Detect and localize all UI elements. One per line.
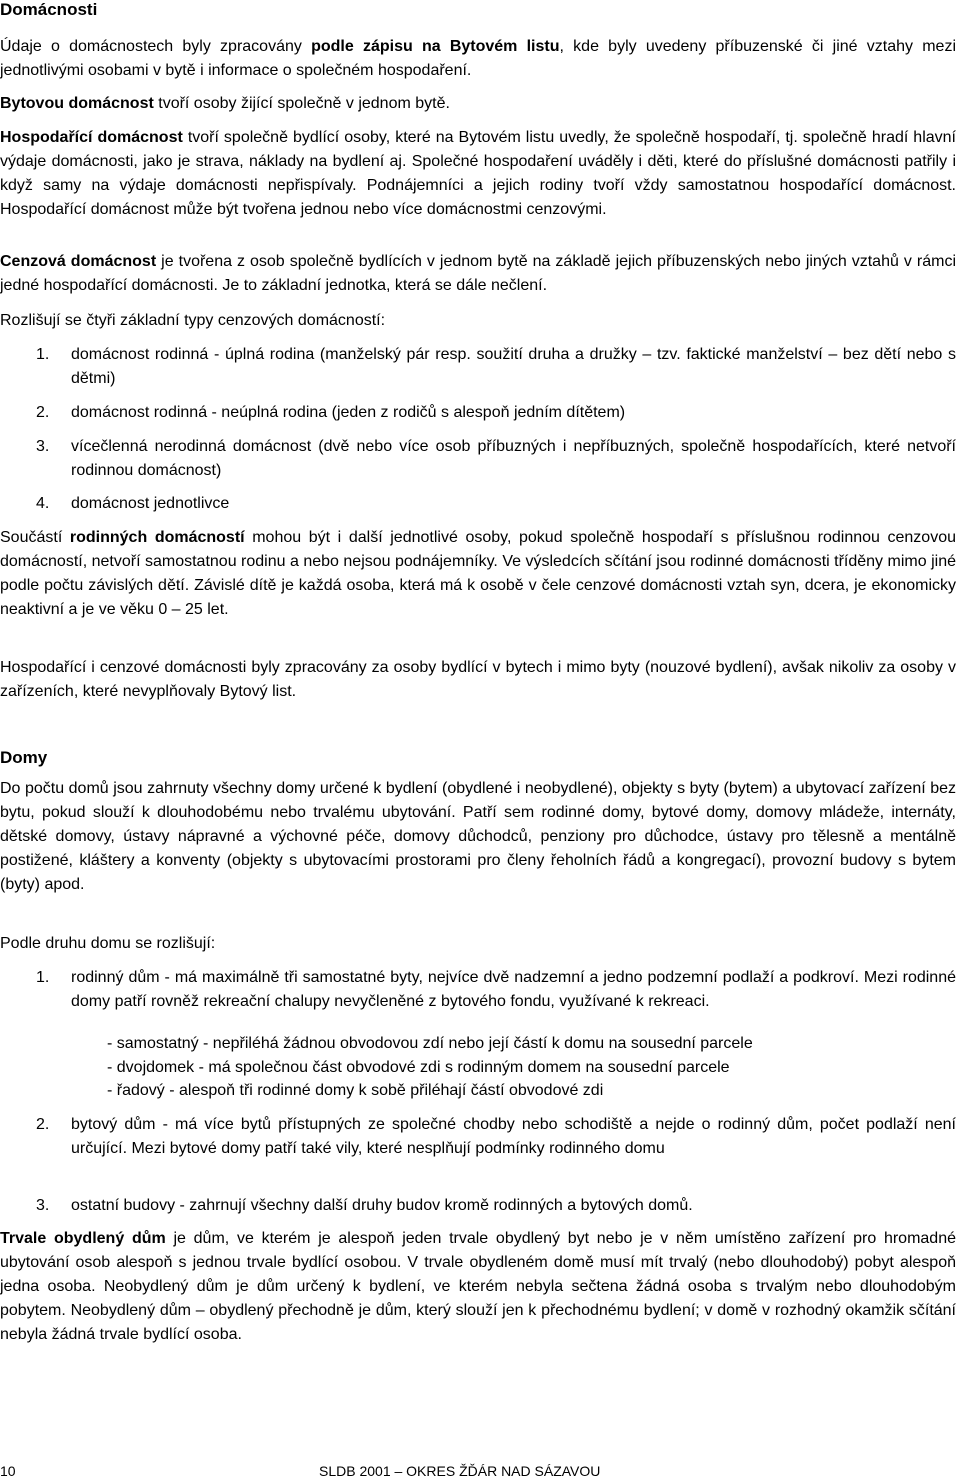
section-title-domacnosti: Domácnosti <box>0 0 98 19</box>
paragraph-text: mohou být i další jednotlivé osoby, pokud společně hospodaří s příslušnou rodinnou cenzovou domácností, netvoří samostatnou rodinu a nebo nejsou podnájemníky. Ve výsledcích sčítání jsou rodinné domácnosti tříděny mimo jiné podle počtu závislých dětí. Závislé dítě je každá osoba, která má k osobě v čele cenzové domácnosti vztah syn, dcera, je ekonomicky neaktivní a je ve věku 0 – 25 let. <box>0 529 957 618</box>
list-text: bytový dům - má více bytů přístupných ze společné chodby nebo schodiště a nejde o rodinný dům, počet podlaží není určující. Mezi bytové domy patří také vily, které nesplňují podmínky rodinného domu <box>71 1116 956 1157</box>
paragraph-cenzova-domacnost <box>0 250 956 298</box>
list-number: 2. <box>36 404 50 421</box>
list-number: 4. <box>36 495 50 512</box>
term-trvale-obydleny-dum: Trvale obydlený dům <box>0 1230 166 1247</box>
sublist-item: - řadový - alespoň tři rodinné domy k sobě přiléhají částí obvodové zdi <box>107 1082 604 1099</box>
list-number: 2. <box>36 1116 50 1133</box>
paragraph-druhy-domu: Podle druhu domu se rozlišují: <box>0 935 216 952</box>
paragraph-bold-text: podle zápisu na Bytovém listu <box>311 38 560 55</box>
paragraph-text: Součástí <box>0 529 70 546</box>
paragraph-text: , kde byly uvedeny příbuzenské či jiné vztahy mezi jednotlivými osobami v bytě i informace o společném hospodaření. <box>0 38 957 79</box>
paragraph-bytova-domacnost <box>0 92 956 116</box>
list-number: 3. <box>36 438 50 455</box>
paragraph-text: je tvořena z osob společně bydlících v jednom bytě na základě jejich příbuzenských nebo jiných vztahů v rámci jedné hospodařící domácnosti. Je to základní jednotka, která se dále nečlení. <box>0 253 956 294</box>
list-text: rodinný dům - má maximálně tři samostatné byty, nejvíce dvě nadzemní a jedno podzemní podlaží a podkroví. Mezi rodinné domy patří rovněž rekreační chalupy nevyčleněné z bytového fondu, využívané k rekreaci. <box>71 969 956 1010</box>
sublist-item: - samostatný - nepřiléhá žádnou obvodovou zdí nebo její částí k domu na sousední parcele <box>107 1035 753 1052</box>
term-rodinne-domacnosti: rodinných domácností <box>69 529 245 546</box>
list-number: 3. <box>36 1197 50 1214</box>
footer-source: SLDB 2001 – OKRES ŽĎÁR NAD SÁZAVOU <box>319 1463 601 1479</box>
list-text: domácnost jednotlivce <box>71 495 230 512</box>
list-text: ostatní budovy - zahrnují všechny další druhy budov kromě rodinných a bytových domů. <box>71 1197 693 1214</box>
paragraph-text: tvoří společně bydlící osoby, které na Bytovém listu uvedly, že společně hospodaří, tj. společně hradí hlavní výdaje domácnosti, jako je strava, náklady na bydlení aj. Společné hospodaření uváděly i děti, které do příslušné domácnosti patřily i když samy na výdaje domácnosti nepřispívaly. Podnájemníci a jejich rodiny tvoří vždy samostatnou hospodařící domácnost. Hospodařící domácnost může být tvořena jednou nebo více domácnostmi cenzovými. <box>0 129 957 218</box>
term-hospodarici-domacnost: Hospodařící domácnost <box>0 129 183 146</box>
list-number: 1. <box>36 969 50 986</box>
paragraph-rodinne-domacnosti <box>0 526 956 622</box>
paragraph-intro <box>0 35 956 83</box>
term-cenzova-domacnost: Cenzová domácnost <box>0 253 157 270</box>
list-text: domácnost rodinná - neúplná rodina (jeden z rodičů s alespoň jedním dítětem) <box>71 404 626 421</box>
paragraph-pocet-domu: Do počtu domů jsou zahrnuty všechny domy určené k bydlení (obydlené i neobydlené), objekty s byty (bytem) a ubytovací zařízení bez bytu, pokud slouží k dlouhodobému nebo trvalému ubytování. Patří sem rodinné domy, bytové domy, domovy mládeže, internáty, dětské domovy, ústavy nápravné a výchovné péče, domovy důchodců, penziony pro důchodce, ústavy pro tělesně a mentálně postižené, kláštery a konventy (objekty s ubytovacími prostorami pro členy řeholních řádů a kongregací), provozní budovy s bytem (byty) apod. <box>0 780 956 893</box>
sublist-item: - dvojdomek - má společnou část obvodové zdi s rodinným domem na sousední parcele <box>107 1059 730 1076</box>
list-number: 1. <box>36 346 50 363</box>
paragraph-text: tvoří osoby žijící společně v jednom bytě. <box>153 95 450 112</box>
paragraph-zpracovani: Hospodařící i cenzové domácnosti byly zpracovány za osoby bydlící v bytech i mimo byty (nouzové bydlení), avšak nikoliv za osoby v zařízeních, které nevyplňovaly Bytový list. <box>0 659 956 700</box>
paragraph-text: je dům, ve kterém je alespoň jeden trvale obydlený byt nebo je v něm umístěno zařízení pro hromadné ubytování osob alespoň s jednou trvale bydlící osobou. V trvale obydleném domě musí mít trvalý (nebo dlouhodobý) pobyt alespoň jedna osoba. Neobydlený dům je dům určený k bydlení, ve kterém nebyla sečtena žádná osoba s trvalým nebo dlouhodobým pobytem. Neobydlený dům – obydlený přechodně je dům, který slouží jen k přechodnému bydlení; v domě v rozhodný okamžik sčítání nebyla žádná trvale bydlící osoba. <box>0 1230 956 1343</box>
paragraph-typy-domacnosti: Rozlišují se čtyři základní typy cenzových domácností: <box>0 312 386 329</box>
paragraph-text: Údaje o domácnostech byly zpracovány <box>0 38 312 55</box>
paragraph-trvale-obydleny-dum <box>0 1227 956 1347</box>
term-bytova-domacnost: Bytovou domácnost <box>0 95 154 112</box>
section-title-domy: Domy <box>0 748 48 767</box>
list-text: vícečlenná nerodinná domácnost (dvě nebo více osob příbuzných i nepříbuzných, společně hospodařících, které netvoří rodinnou domácnost) <box>71 438 956 479</box>
list-text: domácnost rodinná - úplná rodina (manželský pár resp. soužití druha a družky – tzv. faktické manželství – bez dětí nebo s dětmi) <box>71 346 956 387</box>
paragraph-hospodarici-domacnost <box>0 126 956 222</box>
page-number: 10 <box>0 1463 16 1479</box>
